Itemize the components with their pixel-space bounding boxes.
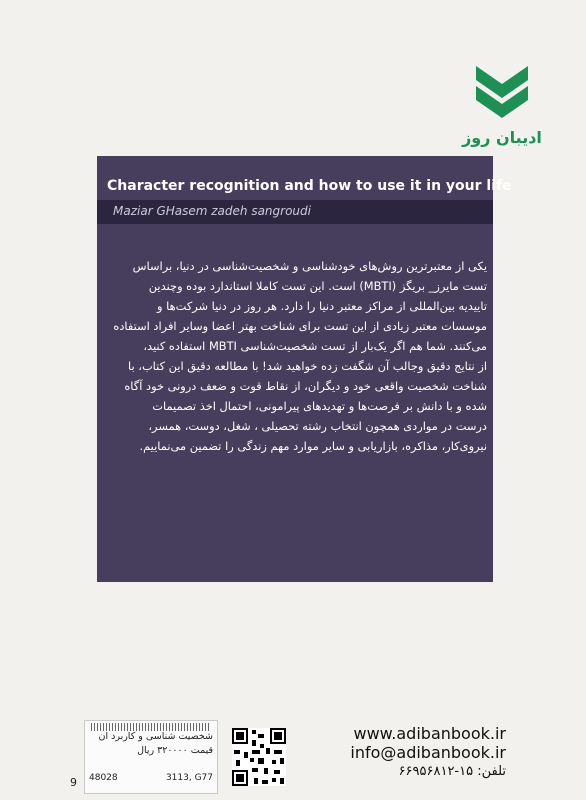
website-link[interactable]: www.adibanbook.ir [353,724,506,743]
description-line: درست در مواردی همچون انتخاب رشته تحصیلی ، شغل، دوست، همسر، [148,419,487,433]
description-line: نیروی‌کار، مذاکره، بازاریابی و سایر موارد مهم زندگی را تضمین می‌نماییم. [139,439,487,453]
publisher-logo [462,66,542,156]
description-line: می‌کنند. شما هم اگر یک‌بار از تست شخصیت‌شناسی MBTI استفاده کنید، [143,339,487,353]
description-line: موسسات معتبر زیادی از این تست برای شناخت بهتر اعضا وسایر افراد استفاده [113,319,487,333]
email-link[interactable]: info@adibanbook.ir [350,743,506,762]
author-band [97,200,493,224]
publisher-name: ادیبان روز [462,128,542,147]
sticker-code: 48028 [89,773,118,783]
sticker-code: 3113, G77 [165,773,213,783]
book-chevron-logo-icon [476,66,528,120]
description-line: تست مایرز_ بریگز (MBTI) است. این تست کاملا استاندارد بوده وچندین [148,279,487,293]
price-sticker [84,720,218,794]
barcode-strip [91,723,211,731]
sticker-title: شخصیت شناسی و کاربرد ان [98,731,213,742]
page-number: 9 [70,776,77,789]
description-line: تاییدیه بین‌المللی از مراکز معتبر دنیا را دارد. هر روز در دنیا شرکت‌ها و [157,299,487,313]
description-panel [97,156,512,582]
book-description [105,256,487,456]
sticker-codes [89,773,213,783]
description-line: شناخت شخصیت واقعی خود و دیگران، از نقاط قوت و ضعف درونی خود آگاه [124,379,487,393]
description-line: از نتایج دقیق وجالب آن شگفت زده خواهید شد! با مطالعه دقیق این کتاب، با [128,359,487,373]
contact-info [350,724,506,782]
description-line: شده و با دانش بر فرصت‌ها و تهدیدهای پیرامونی، احتمال اخذ تصمیمات [152,399,487,413]
book-author: Maziar GHasem zadeh sangroudi [113,204,311,218]
phone-number: تلفن: ۱۵-۶۶۹۵۶۸۱۲ [398,764,506,779]
sticker-price: قیمت ۳۲۰۰۰۰ ریال [137,745,213,756]
description-line: یکی از معتبرترین روش‌های خودشناسی و شخصیت‌شناسی در دنیا، براساس [132,259,487,273]
book-title: Character recognition and how to use it in your life [107,178,512,194]
qr-code-icon[interactable] [232,728,286,786]
